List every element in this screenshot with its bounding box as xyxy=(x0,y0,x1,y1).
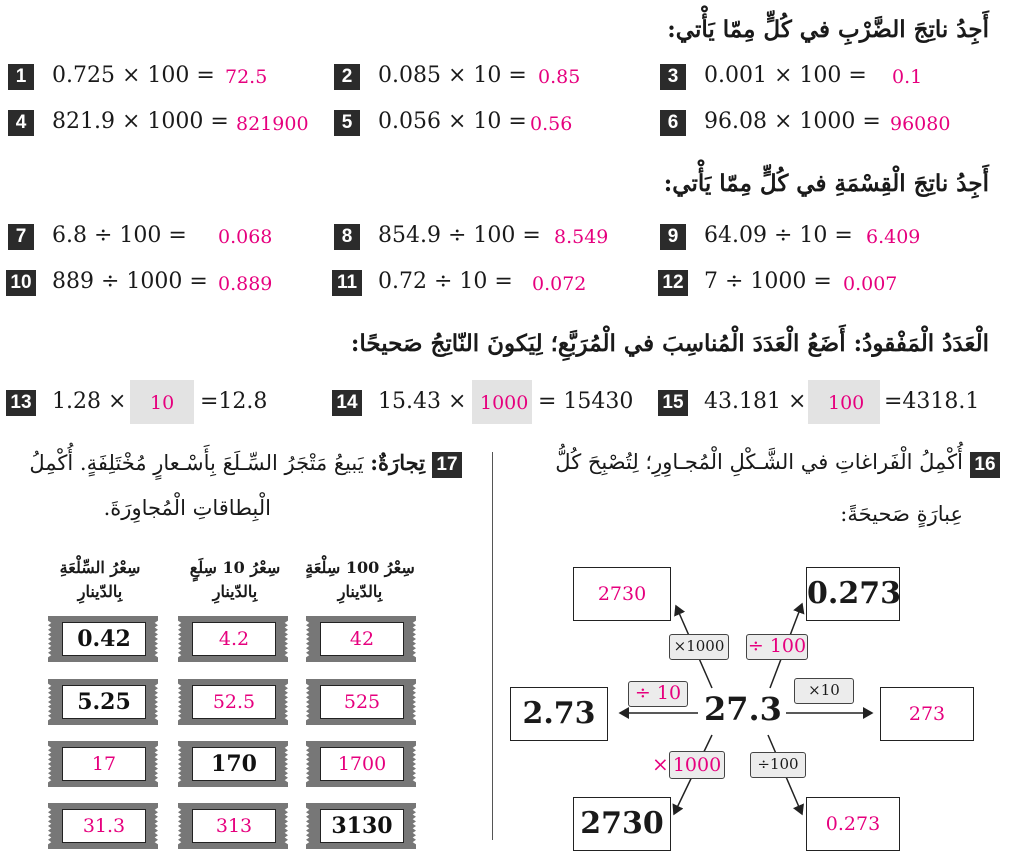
section-1-heading: أَجِدُ ناتِجَ الضَّرْبِ في كُلٍّ مِمّا يَأْتي: xyxy=(667,16,989,43)
column-header-line: بِالدّينارِ xyxy=(337,582,383,601)
operation-label: 1000 xyxy=(669,751,725,779)
answer: 8.549 xyxy=(554,226,609,248)
answer: 10 xyxy=(150,392,175,414)
q16-line2: عِبارَةٍ صَحيحَةً: xyxy=(840,502,963,526)
price-card-value: 3130 xyxy=(320,809,404,843)
column-header-line: بِالدّينارِ xyxy=(77,582,123,601)
q16-line1: أُكْمِلُ الْفَراغاتِ في الشَّـكْلِ الْمُجـاوِرِ؛ لِتُصْبِحَ كُلُّ xyxy=(555,450,963,474)
operation-label: ×10 xyxy=(794,678,854,704)
answer: 0.007 xyxy=(843,273,898,295)
center-value: 27.3 xyxy=(704,690,782,728)
expression: 854.9 ÷ 100 = xyxy=(378,223,541,248)
expression: 96.08 × 1000 = xyxy=(704,109,881,134)
answer: 0.072 xyxy=(532,273,587,295)
column-header-line: بِالدّينارِ xyxy=(212,582,258,601)
expression-right: = 15430 xyxy=(538,389,634,414)
question-number: 11 xyxy=(332,270,362,296)
column-header-line: سِعْرُ 100 سِلْعَةٍ xyxy=(305,558,415,577)
diagram-box-top-left: 2730 xyxy=(573,567,671,621)
question-number: 13 xyxy=(6,390,36,416)
expression: 0.056 × 10 = xyxy=(378,109,527,134)
expression-right: =12.8 xyxy=(200,389,268,414)
expression: 0.085 × 10 = xyxy=(378,63,527,88)
answer: 96080 xyxy=(890,113,951,135)
price-card-value: 5.25 xyxy=(62,685,146,719)
answer: 0.068 xyxy=(218,226,273,248)
question-number: 10 xyxy=(6,270,36,296)
question-number: 6 xyxy=(660,110,686,136)
operation-label: ÷ 100 xyxy=(746,634,808,660)
question-number: 15 xyxy=(658,390,688,416)
price-card-value: 170 xyxy=(192,747,276,781)
question-number: 12 xyxy=(658,270,688,296)
answer: 100 xyxy=(828,392,865,414)
answer: 6.409 xyxy=(866,226,921,248)
price-card-value: 31.3 xyxy=(62,809,146,843)
question-number: 9 xyxy=(660,224,686,250)
answer: 0.889 xyxy=(218,273,273,295)
answer: 0.1 xyxy=(892,66,923,88)
column-header-line: سِعْرُ 10 سِلَعٍ xyxy=(189,558,281,577)
expression-left: 15.43 × xyxy=(378,389,467,414)
expression: 6.8 ÷ 100 = xyxy=(52,223,187,248)
section-3-heading: الْعَدَدُ الْمَفْقودُ: أَضَعُ الْعَدَدَ الْمُناسِبَ في الْمُرَبَّعِ؛ لِيَكونَ النّاتِجُ صَحيحًا: xyxy=(350,330,989,357)
price-card-value: 313 xyxy=(192,809,276,843)
q17-line2: الْبِطاقاتِ الْمُجاوِرَةَ. xyxy=(103,496,271,520)
expression: 7 ÷ 1000 = xyxy=(704,269,832,294)
answer: 0.85 xyxy=(538,66,581,88)
operation-label: ÷100 xyxy=(750,752,806,778)
diagram-box-right: 273 xyxy=(880,687,974,741)
diagram-box-bottom-left: 2730 xyxy=(573,797,671,851)
price-card-value: 1700 xyxy=(320,747,404,781)
expression-left: 43.181 × xyxy=(704,389,807,414)
question-number: 5 xyxy=(334,110,360,136)
question-number: 7 xyxy=(8,224,34,250)
expression: 821.9 × 1000 = xyxy=(52,109,229,134)
expression: 0.001 × 100 = xyxy=(704,63,867,88)
expression: 64.09 ÷ 10 = xyxy=(704,223,853,248)
question-number: 4 xyxy=(8,110,34,136)
section-2-heading: أَجِدُ ناتِجَ الْقِسْمَةِ في كُلٍّ مِمّا يَأْتي: xyxy=(663,170,989,197)
price-card-value: 52.5 xyxy=(192,685,276,719)
operation-sign: × xyxy=(652,752,669,776)
operation-label: ÷ 10 xyxy=(628,681,688,707)
price-card-value: 17 xyxy=(62,747,146,781)
expression: 0.72 ÷ 10 = xyxy=(378,269,513,294)
answer: 1000 xyxy=(480,392,529,414)
question-number: 8 xyxy=(334,224,360,250)
operation-label: ×1000 xyxy=(669,634,729,660)
price-card-value: 42 xyxy=(320,622,404,656)
expression: 889 ÷ 1000 = xyxy=(52,269,208,294)
diagram-box-top-right: 0.273 xyxy=(806,567,900,621)
expression: 0.725 × 100 = xyxy=(52,63,215,88)
question-number: 14 xyxy=(332,390,362,416)
diagram-box-bottom-right: 0.273 xyxy=(806,797,900,851)
answer: 821900 xyxy=(236,113,309,135)
question-number: 16 xyxy=(970,452,1000,478)
q17-label: تِجارَةٌ: xyxy=(370,450,425,475)
question-number: 1 xyxy=(8,64,34,90)
column-header-line: سِعْرُ السِّلْعَةِ xyxy=(59,558,141,577)
question-number: 17 xyxy=(432,452,462,478)
expression-left: 1.28 × xyxy=(52,389,127,414)
question-number: 3 xyxy=(660,64,686,90)
answer: 72.5 xyxy=(225,66,268,88)
question-number: 2 xyxy=(334,64,360,90)
price-card-value: 4.2 xyxy=(192,622,276,656)
answer: 0.56 xyxy=(530,113,573,135)
price-card-value: 0.42 xyxy=(62,622,146,656)
diagram-box-left: 2.73 xyxy=(510,687,608,741)
price-card-value: 525 xyxy=(320,685,404,719)
q17-line1: يَبيعُ مَتْجَرُ السِّـلَعَ بِأَسْـعارٍ مُخْتَلِفَةٍ. أُكْمِلُ xyxy=(29,451,364,475)
expression-right: =4318.1 xyxy=(884,389,980,414)
